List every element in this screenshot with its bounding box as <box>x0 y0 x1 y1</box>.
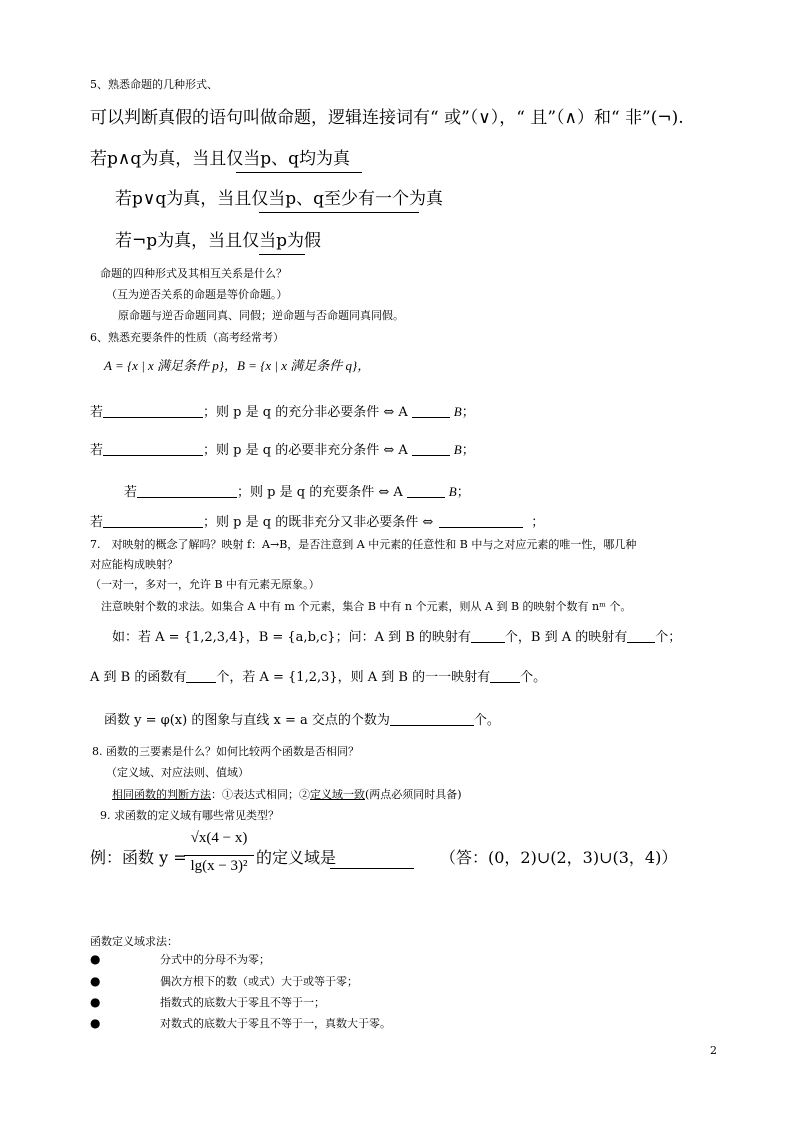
condition-row-4-blank[interactable] <box>103 514 203 528</box>
condition-row-4-semicolon: ； <box>531 515 545 530</box>
mapping-example-2-text-c: 个。 <box>520 670 547 685</box>
condition-row-3-set-b: B <box>448 484 457 499</box>
condition-row-1-set-b: B <box>453 404 462 419</box>
or-rule-line <box>115 189 443 210</box>
and-rule-line <box>90 149 350 170</box>
condition-row-2-relation-blank[interactable] <box>412 442 450 456</box>
not-rule-prefix: 若¬p为真，当且仅当 <box>115 231 277 251</box>
bullet-icon: ● <box>90 995 101 1009</box>
condition-row-4-text: ；则 p 是 q 的既非充分又非必要条件 ⇔ <box>203 515 434 530</box>
section-9-heading: 9. 求函数的定义域有哪些常见类型？ <box>100 809 279 822</box>
mapping-example-1-blank-a[interactable] <box>471 629 505 643</box>
mapping-example-1 <box>112 629 681 646</box>
condition-row-2-set-b: B <box>453 442 462 457</box>
not-rule-underline <box>259 254 305 255</box>
mapping-example-1-text-c: 个； <box>655 630 682 645</box>
condition-row-1 <box>90 404 475 421</box>
section-8-answer: （定义域、对应法则、值域） <box>106 766 249 779</box>
and-rule-answer: p、q均为真 <box>260 149 350 169</box>
set-definitions: A = {x | x 满足条件 p}，B = {x | x 满足条件 q}， <box>104 358 371 373</box>
bullet-icon: ● <box>90 1016 101 1030</box>
mapping-example-2 <box>90 669 546 686</box>
mapping-example-1-blank-b[interactable] <box>627 629 655 643</box>
section-8-heading: 8. 函数的三要素是什么？如何比较两个函数是否相同？ <box>92 745 359 758</box>
condition-row-1-relation-blank[interactable] <box>412 404 450 418</box>
condition-row-2-semicolon: ； <box>461 443 475 458</box>
same-function-method <box>112 788 462 802</box>
condition-row-1-semicolon: ； <box>461 405 475 420</box>
domain-example-prefix: 例：函数 y = <box>90 848 187 867</box>
condition-row-1-blank[interactable] <box>103 404 203 418</box>
section-7-answer: （一对一，多对一，允许 B 中有元素无原象。） <box>90 578 320 591</box>
domain-example-suffix: 的定义域是 <box>256 848 337 867</box>
mapping-example-3-text-a: 函数 y = φ(x) 的图象与直线 x = a 交点的个数为 <box>104 713 390 728</box>
domain-example-answer: （答：(0，2)∪(2，3)∪(3，4)） <box>440 848 678 867</box>
mapping-example-3-text-b: 个。 <box>473 713 500 728</box>
condition-row-3-text: ；则 p 是 q 的充要条件 ⇔ A <box>237 485 403 500</box>
and-rule-underline <box>236 172 362 173</box>
or-rule-underline <box>259 212 419 213</box>
mapping-example-3 <box>104 712 500 729</box>
section-7-heading: 7. 对映射的概念了解吗？映射 f：A→B，是否注意到 A 中元素的任意性和 B 中与之对应元素的唯一性，哪几种 <box>90 538 637 551</box>
condition-row-3-prefix: 若 <box>124 485 138 500</box>
domain-example-fraction-bar <box>184 855 254 856</box>
mapping-example-2-blank-a[interactable] <box>186 669 216 683</box>
bullet-icon: ● <box>90 952 101 966</box>
not-rule-line <box>115 231 321 252</box>
section-7-heading-cont: 对应能构成映射？ <box>90 558 178 571</box>
mapping-example-2-text-b: 个，若 A = {1,2,3}，则 A 到 B 的一一映射有 <box>216 670 491 685</box>
mapping-example-3-blank[interactable] <box>390 712 474 726</box>
mapping-count-note: 注意映射个数的求法。如集合 A 中有 m 个元素，集合 B 中有 n 个元素，则从 A 到 B 的映射个数有 nᵐ 个。 <box>101 600 632 613</box>
domain-example-blank[interactable] <box>330 868 414 869</box>
page-number: 2 <box>710 1044 717 1057</box>
four-forms-answer-1: （互为逆否关系的命题是等价命题。） <box>106 288 288 301</box>
same-function-method-label: 相同函数的判断方法 <box>112 788 211 801</box>
section-5-heading: 5、熟悉命题的几种形式、 <box>90 78 218 91</box>
and-rule-prefix: 若p∧q为真，当且仅当 <box>90 149 261 169</box>
bullet-icon: ● <box>90 974 101 988</box>
condition-row-3-relation-blank[interactable] <box>407 484 445 498</box>
or-rule-answer: p、q至少有一个为真 <box>285 189 443 209</box>
condition-row-3-semicolon: ； <box>456 485 470 500</box>
four-forms-question: 命题的四种形式及其相互关系是什么？ <box>100 267 287 280</box>
condition-row-4-relation-blank[interactable] <box>439 514 523 528</box>
condition-row-1-text: ；则 p 是 q 的充分非必要条件 ⇔ A <box>203 405 408 420</box>
condition-row-4 <box>90 514 544 531</box>
not-rule-answer: p为假 <box>276 231 322 251</box>
domain-rule-2: 偶次方根下的数（或式）大于或等于零； <box>160 975 358 988</box>
same-function-method-text-a: ：①表达式相同；② <box>211 788 310 801</box>
domain-example-denominator: lg(x − 3)² <box>190 858 248 874</box>
mapping-example-1-text-b: 个，B 到 A 的映射有 <box>504 630 628 645</box>
four-forms-answer-2: 原命题与逆否命题同真、同假；逆命题与否命题同真同假。 <box>118 309 404 322</box>
domain-rule-1: 分式中的分母不为零； <box>160 953 270 966</box>
domain-rule-3: 指数式的底数大于零且不等于一； <box>160 996 325 1009</box>
condition-row-1-prefix: 若 <box>90 405 104 420</box>
domain-rule-4: 对数式的底数大于零且不等于一，真数大于零。 <box>160 1017 391 1030</box>
domain-rules-heading: 函数定义域求法： <box>90 935 178 948</box>
same-function-method-domain: 定义域一致 <box>310 788 365 801</box>
condition-row-2-text: ；则 p 是 q 的必要非充分条件 ⇔ A <box>203 443 408 458</box>
or-rule-prefix: 若p∨q为真，当且仅当 <box>115 189 286 209</box>
condition-row-2 <box>90 442 475 459</box>
condition-row-3-blank[interactable] <box>137 484 237 498</box>
same-function-method-text-c: (两点必须同时具备) <box>365 788 462 801</box>
condition-row-2-prefix: 若 <box>90 443 104 458</box>
section-6-heading: 6、熟悉充要条件的性质（高考经常考） <box>90 331 284 344</box>
mapping-example-2-blank-b[interactable] <box>490 669 520 683</box>
proposition-intro: 可以判断真假的语句叫做命题，逻辑连接词有“ 或”（∨），“ 且”（∧）和“ 非”(¬). <box>90 108 684 128</box>
condition-row-3 <box>124 484 470 501</box>
mapping-example-2-text-a: A 到 B 的函数有 <box>90 670 187 685</box>
condition-row-2-blank[interactable] <box>103 442 203 456</box>
condition-row-4-prefix: 若 <box>90 515 104 530</box>
domain-example-numerator: √x(4 − x) <box>190 830 248 846</box>
mapping-example-1-text-a: 如：若 A = {1,2,3,4}，B = {a,b,c}；问：A 到 B 的映射有 <box>112 630 471 645</box>
